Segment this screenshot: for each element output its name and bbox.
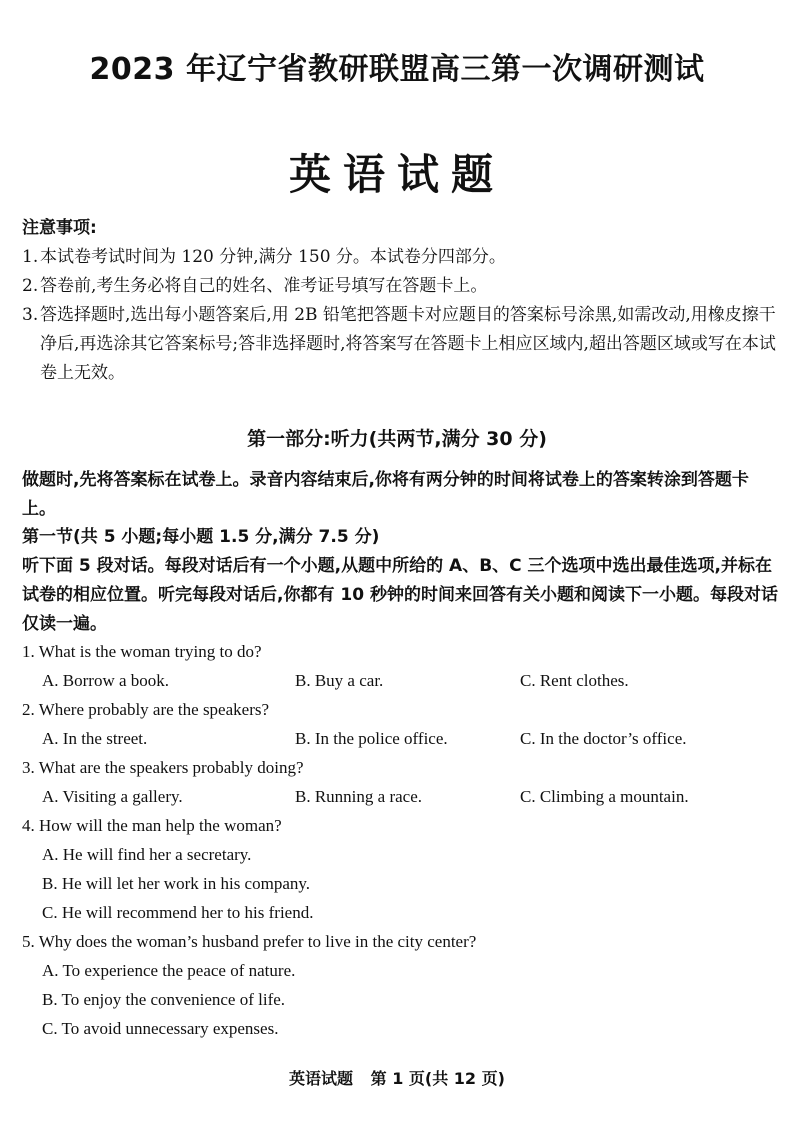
option-a: A. Visiting a gallery. (42, 787, 183, 806)
notice-item-number: 1. (22, 247, 39, 267)
option-a: A. Borrow a book. (42, 671, 170, 690)
option-c: C. To avoid unnecessary expenses. (42, 1019, 279, 1038)
notice-item-text: 答卷前,考生务必将自己的姓名、准考证号填写在答题卡上。 (40, 276, 488, 296)
option-c: C. In the doctor’s office. (520, 729, 687, 748)
footer-page-number: 第 1 页(共 12 页) (370, 1069, 505, 1088)
notice-item (22, 272, 782, 301)
option-a: A. He will find her a secretary. (42, 845, 252, 864)
notice-item (22, 301, 782, 388)
question-5 (22, 927, 782, 1043)
notice-heading: 注意事项: (22, 218, 97, 238)
notice-item-number: 3. (22, 305, 39, 325)
question-4 (22, 811, 782, 927)
question-3 (22, 753, 782, 811)
subject-title: 英语试题 (288, 150, 505, 199)
question-stem: 2. Where probably are the speakers? (22, 700, 270, 719)
notice-item-text: 本试卷考试时间为 120 分钟,满分 150 分。本试卷分四部分。 (40, 247, 506, 267)
question-stem: 1. What is the woman trying to do? (22, 642, 262, 661)
notice-block (22, 214, 782, 388)
option-b: B. In the police office. (295, 729, 448, 748)
option-b: B. He will let her work in his company. (42, 874, 311, 893)
notice-item (22, 243, 782, 272)
question-stem: 5. Why does the woman’s husband prefer to live in the city center? (22, 932, 477, 951)
section-one-instruction: 听下面 5 段对话。每段对话后有一个小题,从题中所给的 A、B、C 三个选项中选出最佳选项,并标在试卷的相应位置。听完每段对话后,你都有 10 秒钟的时间来回答有关小题和阅读下一小题。每段对话仅读一遍。 (22, 556, 778, 634)
option-c: C. Rent clothes. (520, 671, 629, 690)
exam-title: 2023 年辽宁省教研联盟高三第一次调研测试 (89, 52, 705, 87)
section-one-heading: 第一节(共 5 小题;每小题 1.5 分,满分 7.5 分) (22, 527, 380, 547)
part-one-heading: 第一部分:听力(共两节,满分 30 分) (247, 428, 547, 450)
option-a: A. To experience the peace of nature. (42, 961, 296, 980)
part-one-instruction: 做题时,先将答案标在试卷上。录音内容结束后,你将有两分钟的时间将试卷上的答案转涂到答题卡上。 (22, 470, 749, 519)
question-2 (22, 695, 782, 753)
option-a: A. In the street. (42, 729, 148, 748)
footer-subject: 英语试题 (289, 1069, 354, 1088)
option-b: B. Buy a car. (295, 671, 384, 690)
options-row (22, 782, 782, 811)
question-list (22, 637, 782, 1043)
question-1 (22, 637, 782, 695)
option-b: B. Running a race. (295, 787, 422, 806)
options-row (22, 724, 782, 753)
question-stem: 3. What are the speakers probably doing? (22, 758, 304, 777)
notice-item-text: 答选择题时,选出每小题答案后,用 2B 铅笔把答题卡对应题目的答案标号涂黑,如需改动,用橡皮擦干净后,再选涂其它答案标号;答非选择题时,将答案写在答题卡上相应区域内,超出答题区域或写在本试卷上无效。 (40, 305, 776, 383)
options-row (22, 666, 782, 695)
question-stem: 4. How will the man help the woman? (22, 816, 282, 835)
notice-item-number: 2. (22, 276, 39, 296)
option-c: C. Climbing a mountain. (520, 787, 689, 806)
option-c: C. He will recommend her to his friend. (42, 903, 314, 922)
page-footer (0, 1066, 794, 1089)
option-b: B. To enjoy the convenience of life. (42, 990, 286, 1009)
